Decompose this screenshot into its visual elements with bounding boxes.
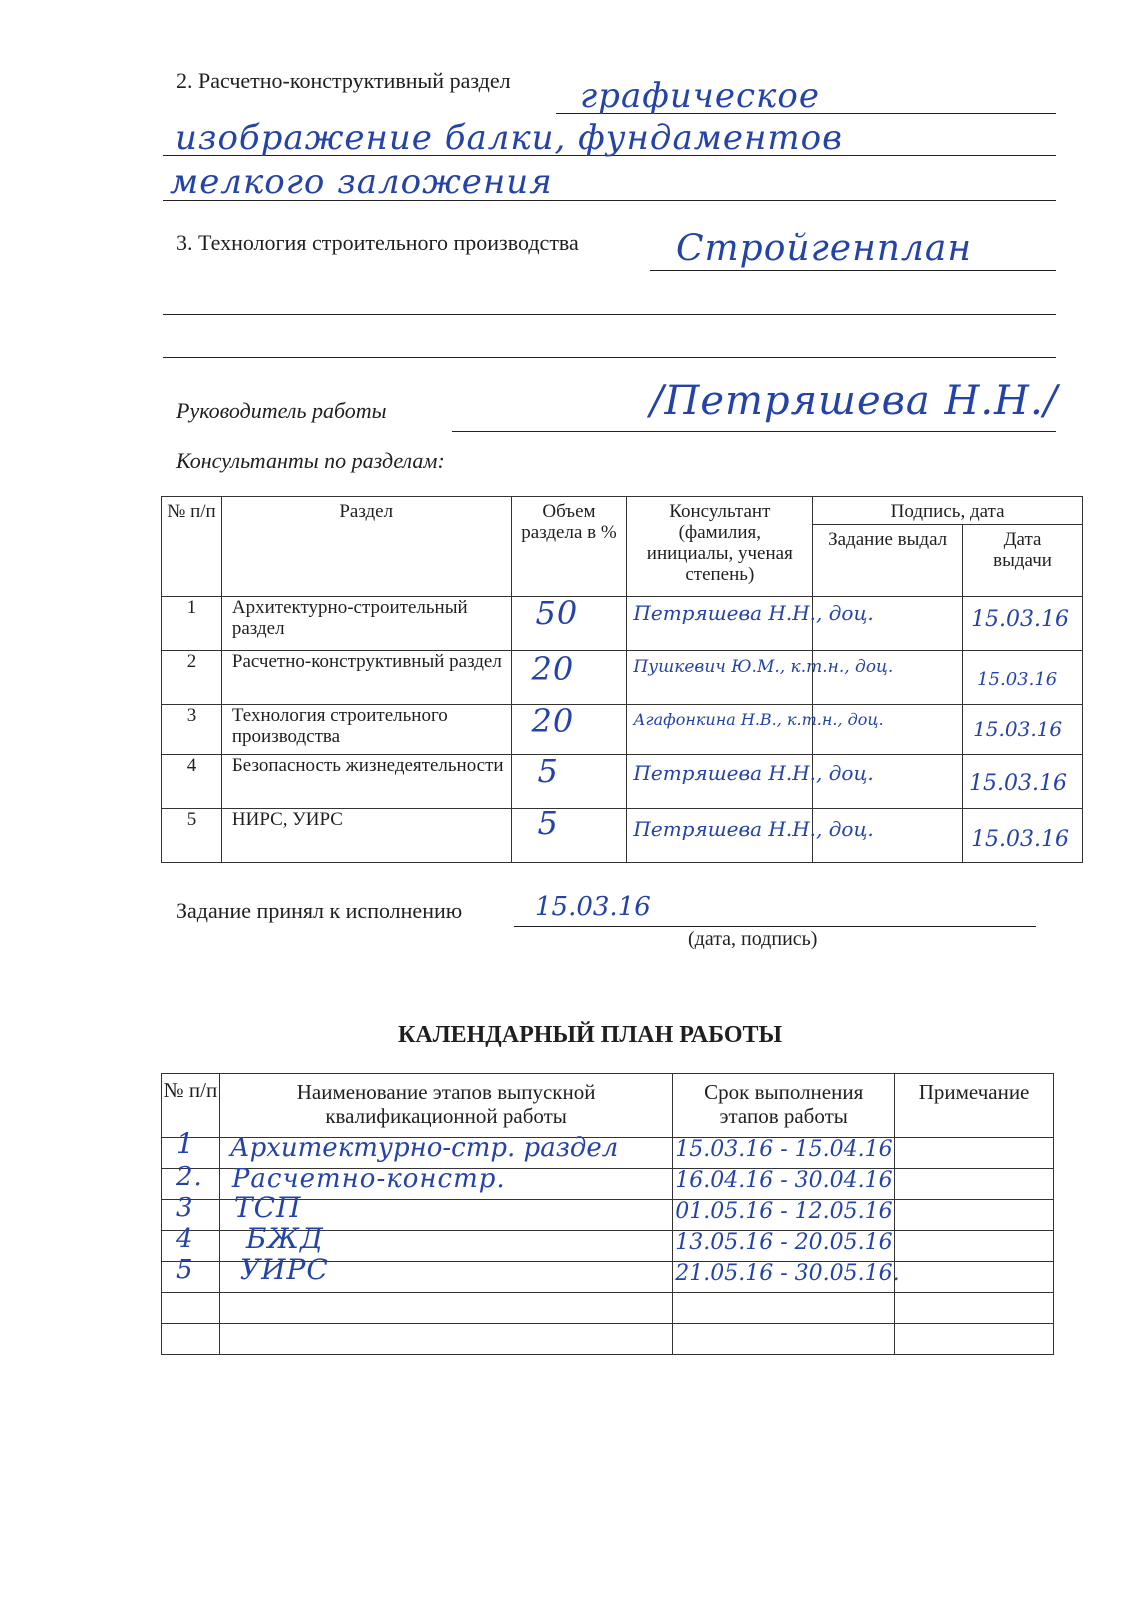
section3-line-2	[163, 314, 1056, 315]
calendar-stage-handwriting: ТСП	[233, 1191, 302, 1224]
row-volume	[511, 804, 627, 863]
calendar-table	[161, 1073, 1054, 1355]
row-volume	[511, 651, 627, 705]
calendar-term	[673, 1200, 895, 1231]
calendar-term-handwriting: 16.04.16 - 30.04.16	[675, 1168, 893, 1193]
volume-handwriting: 50	[535, 594, 579, 632]
row-section: Архитектурно-строительный раздел	[221, 597, 511, 651]
consultants-label: Консультанты по разделам:	[176, 448, 445, 473]
section3-line-3	[163, 357, 1056, 358]
calendar-num-handwriting: 1	[176, 1127, 195, 1160]
consultant-handwriting: Агафонкина Н.В., к.т.н., доц.	[633, 710, 884, 729]
date-handwriting: 15.03.16	[977, 669, 1058, 690]
calendar-num-handwriting: 2.	[176, 1162, 203, 1192]
accepted-line	[514, 926, 1036, 927]
calendar-header-stage: Наименование этапов выпускной квалификационной работы	[219, 1074, 672, 1138]
calendar-note	[895, 1324, 1054, 1355]
calendar-stage-handwriting: Архитектурно-стр. раздел	[229, 1133, 619, 1163]
accepted-label: Задание принял к исполнению	[176, 898, 463, 923]
row-section: Расчетно-конструктивный раздел	[221, 651, 511, 705]
header-issue-date: Дата выдачи	[963, 525, 1083, 597]
table-row	[162, 1293, 1054, 1324]
row-issue-date	[963, 705, 1083, 755]
accepted-caption: (дата, подпись)	[688, 928, 818, 950]
calendar-term	[673, 1324, 895, 1355]
consultant-handwriting: Петряшева Н.Н., доц.	[633, 761, 874, 785]
calendar-header-term: Срок выполнения этапов работы	[673, 1074, 895, 1138]
calendar-note	[895, 1138, 1054, 1169]
calendar-term	[673, 1231, 895, 1262]
calendar-num-handwriting: 4	[176, 1224, 194, 1254]
header-task-given: Задание выдал	[813, 525, 963, 597]
volume-handwriting: 5	[537, 804, 559, 842]
section3-label: 3. Технология строительного производства	[176, 230, 579, 255]
table-row	[162, 651, 1083, 705]
date-handwriting: 15.03.16	[973, 717, 1063, 741]
section2-handwriting-3: мелкого заложения	[170, 162, 553, 202]
calendar-header-note: Примечание	[895, 1074, 1054, 1138]
table-row	[162, 1262, 1054, 1293]
date-handwriting: 15.03.16	[969, 771, 1068, 796]
row-section: Технология строительного производства	[221, 705, 511, 755]
calendar-stage	[219, 1324, 672, 1355]
calendar-stage-handwriting: УИРС	[239, 1253, 329, 1286]
calendar-stage	[219, 1293, 672, 1324]
consultants-table	[161, 496, 1083, 863]
row-consultant	[627, 705, 884, 755]
date-handwriting: 15.03.16	[971, 827, 1070, 852]
calendar-num-handwriting: 3	[176, 1193, 194, 1223]
row-volume	[511, 594, 627, 651]
table-row	[162, 1324, 1054, 1355]
calendar-header-num: № п/п	[162, 1074, 220, 1138]
row-consultant	[627, 755, 874, 809]
volume-handwriting: 20	[531, 650, 575, 688]
calendar-term	[673, 1138, 895, 1169]
row-volume	[511, 752, 627, 809]
calendar-term	[673, 1261, 900, 1293]
section2-handwriting-1: графическое	[580, 76, 820, 116]
section3-line-1	[650, 270, 1056, 271]
consultant-handwriting: Петряшева Н.Н., доц.	[633, 817, 874, 841]
header-sign-date: Подпись, дата	[813, 497, 1083, 525]
calendar-num-handwriting: 5	[176, 1255, 194, 1285]
calendar-term	[673, 1169, 895, 1200]
row-num: 2	[162, 651, 222, 705]
supervisor-line	[452, 431, 1056, 432]
calendar-num	[162, 1255, 220, 1293]
section2-handwriting-2: изображение балки, фундаментов	[175, 118, 843, 158]
calendar-term-handwriting: 21.05.16 - 30.05.16.	[675, 1261, 900, 1286]
row-section: Безопасность жизнедеятельности	[221, 755, 511, 809]
calendar-note	[895, 1200, 1054, 1231]
supervisor-handwriting: /Петряшева Н.Н./	[650, 378, 1059, 424]
supervisor-label: Руководитель работы	[176, 398, 387, 423]
calendar-note	[895, 1231, 1054, 1262]
volume-handwriting: 20	[531, 702, 575, 740]
row-num: 5	[162, 809, 222, 863]
table-row	[162, 809, 1083, 863]
row-num: 1	[162, 597, 222, 651]
accepted-handwriting: 15.03.16	[535, 892, 651, 922]
calendar-num	[162, 1324, 220, 1355]
calendar-note	[895, 1293, 1054, 1324]
header-consultant: Консультант (фамилия, инициалы, ученая степень)	[627, 497, 813, 597]
calendar-stage-handwriting: БЖД	[245, 1222, 324, 1255]
date-handwriting: 15.03.16	[971, 607, 1070, 632]
section2-label: 2. Расчетно-конструктивный раздел	[176, 68, 511, 93]
row-num: 4	[162, 755, 222, 809]
calendar-term	[673, 1293, 895, 1324]
row-issue-date	[963, 597, 1083, 651]
row-issue-date	[963, 651, 1083, 705]
calendar-note	[895, 1169, 1054, 1200]
consultant-handwriting: Пушкевич Ю.М., к.т.н., доц.	[633, 657, 894, 677]
row-volume	[511, 702, 627, 755]
consultant-handwriting: Петряшева Н.Н., доц.	[633, 601, 874, 625]
section3-handwriting: Стройгенплан	[676, 228, 973, 269]
table-row	[162, 597, 1083, 651]
calendar-stage-handwriting: Расчетно-констр.	[231, 1164, 506, 1194]
header-num: № п/п	[162, 497, 222, 597]
row-issue-date	[963, 755, 1083, 809]
calendar-num	[162, 1293, 220, 1324]
calendar-title: КАЛЕНДАРНЫЙ ПЛАН РАБОТЫ	[398, 1022, 783, 1048]
row-consultant	[627, 809, 874, 863]
table-row	[162, 705, 1083, 755]
header-section: Раздел	[221, 497, 511, 597]
header-volume: Объем раздела в %	[511, 497, 627, 597]
calendar-term-handwriting: 01.05.16 - 12.05.16	[675, 1199, 893, 1224]
calendar-term-handwriting: 15.03.16 - 15.04.16	[675, 1137, 893, 1162]
row-consultant	[627, 597, 874, 651]
calendar-stage	[219, 1253, 672, 1293]
table-row	[162, 755, 1083, 809]
row-issue-date	[963, 809, 1083, 863]
calendar-term-handwriting: 13.05.16 - 20.05.16	[675, 1230, 893, 1255]
row-num: 3	[162, 705, 222, 755]
row-section: НИРС, УИРС	[221, 809, 511, 863]
volume-handwriting: 5	[537, 752, 559, 790]
calendar-note	[895, 1262, 1054, 1293]
row-consultant	[627, 651, 894, 705]
